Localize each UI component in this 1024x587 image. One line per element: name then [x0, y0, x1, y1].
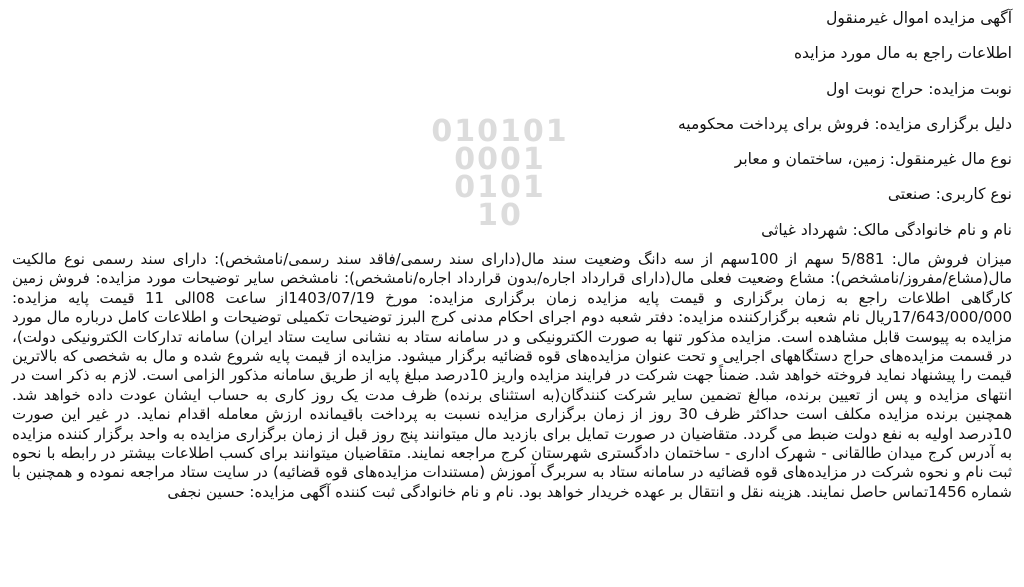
watermark-line: 010101 — [431, 114, 569, 149]
notice-title: آگهی مزایده اموال غیرمنقول — [826, 9, 1012, 27]
field-usage-type: نوع کاربری: صنعتی — [887, 185, 1012, 203]
watermark-line: 0101 — [454, 170, 546, 205]
notice-subtitle: اطلاعات راجع به مال مورد مزایده — [793, 44, 1012, 62]
field-owner-name: نام و نام خانوادگی مالک: شهرداد غیاثی — [761, 221, 1012, 239]
watermark-line: 0001 — [454, 142, 546, 177]
field-auction-reason: دلیل برگزاری مزایده: فروش برای پرداخت محکومیه — [678, 115, 1012, 133]
field-property-type: نوع مال غیرمنقول: زمین، ساختمان و معابر — [734, 150, 1012, 168]
field-auction-round: نوبت مزایده: حراج نوبت اول — [826, 80, 1012, 98]
notice-body: میزان فروش مال: 5/881 سهم از 100سهم از سه دانگ وضعیت سند مال(دارای سند رسمی/فاقد سند رسمی/نامشخص): دارای سند رسمی نوع مالکیت مال(مشاع/مفروز/نامشخص): مشاع وضعیت فعلی مال(دارای قرارداد اجاره/بدون قرارداد اجاره/نامشخص): نامشخص سایر توضیحات مورد مزایده: فروش زمین کارگاهی اطلاعات راجع به زمان برگزاری و قیمت پایه مزایده زمان برگزاری مزایده: مورخ 1403/07/19از ساعت 08الی 11 قیمت پایه مزایده: 17/643/000/000ریال نام شعبه برگزارکننده مزایده: دفتر شعبه دوم اجرای احکام مدنی کرج البرز توضیحات تکمیلی توضیحات و اطلاعات کامل درباره مال مورد مزایده به پیوست قابل مشاهده است. مزایده مذکور تنها به صورت الکترونیکی و در سامانه ستاد به نشانی سایت ستاد ایران) سامانه تدارکات الکترونیکی دولت)، در قسمت مزایده‌های حراج دستگاههای اجرایی و تحت عنوان مزایده‌های قوه قضائیه برگزار میشود. مزایده از قیمت پایه شروع شده و مال به شخصی که بالاترین قیمت را پیشنهاد نماید فروخته خواهد شد. ضمناً جهت شرکت در فرایند مزایده واریز 10درصد مبلغ پایه از طریق سامانه مذکور الزامی است. لازم به ذکر است در انتهای مزایده و پس از تعیین برنده، مبالغ تضمین سایر شرکت کنندگان(به استثنای برنده) ظرف مدت یک روز کاری به حساب ایشان عودت داده خواهد شد. همچنین برنده مزایده مکلف است حداکثر ظرف 30 روز از زمان برگزاری مزایده نسبت به پرداخت باقیمانده ارزش معامله اقدام نماید. در غیر این صورت 10درصد اولیه به نفع دولت ضبط می گردد. متقاضیان در صورت تمایل برای بازدید مال میتوانند پنج روز قبل از زمان برگزاری مزایده به واحد برگزار کننده مزایده به آدرس کرج میدان طالقانی - شهرک اداری - ساختمان دادگستری شهرستان کرج مراجعه نمایند. متقاضیان میتوانند برای کسب اطلاعات بیشتر در رابطه با نحوه ثبت نام و نحوه شرکت در مزایده‌های قوه قضائیه در سامانه ستاد به سربرگ آموزش (مستندات مزایده‌های قوه قضائیه) در سایت ستاد مراجعه نموده و همچنین با شماره 1456تماس حاصل نمایند. هزینه نقل و انتقال بر عهده خریدار خواهد بود. نام و نام خانوادگی ثبت کننده آگهی مزایده: حسین نجفی — [12, 250, 1012, 501]
watermark-line: 10 — [477, 198, 523, 233]
